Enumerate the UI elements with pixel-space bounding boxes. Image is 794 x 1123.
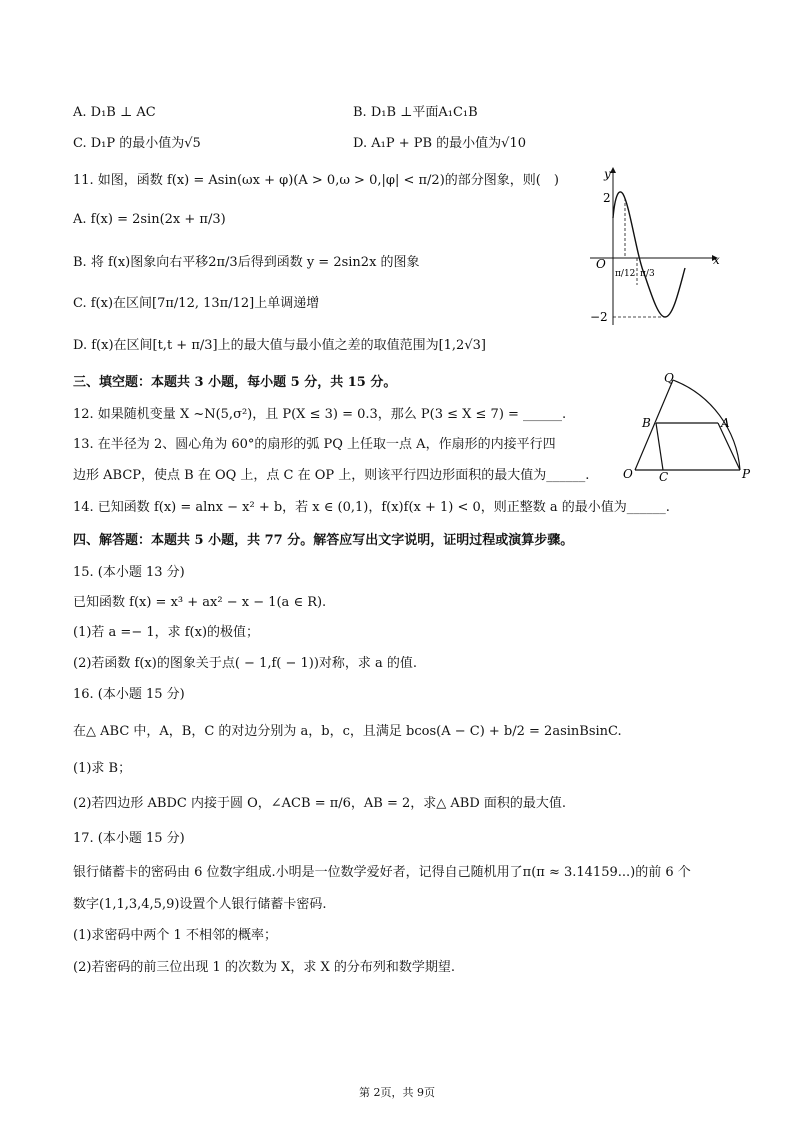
tick1-label: π/12 [615,269,636,279]
q13-line1: 13. 在半径为 2、圆心角为 60°的扇形的弧 PQ 上任取一点 A，作扇形的内接平行四 [73,437,556,452]
y-axis-label: y [604,167,611,181]
q10-option-b: B. D₁B ⊥平面A₁C₁B [353,105,478,120]
q16-head: 16. (本小题 15 分) [73,687,185,702]
min-label: −2 [590,310,608,324]
page-footer: 第 2页，共 9页 [359,1086,435,1099]
q10-option-d: D. A₁P + PB 的最小值为√10 [353,136,526,151]
q15-part2: (2)若函数 f(x)的图象关于点( − 1,f( − 1))对称，求 a 的值. [73,656,418,671]
q16-part1: (1)求 B； [73,761,132,776]
section-3-heading: 三、填空题：本题共 3 小题，每小题 5 分，共 15 分。 [73,375,397,390]
q11-option-b: B. 将 f(x)图象向右平移2π/3后得到函数 y = 2sin2x 的图象 [73,255,420,270]
q16-stem: 在△ ABC 中，A，B，C 的对边分别为 a，b，c，且满足 bcos(A − C) + b/2 = 2asinBsinC. [73,724,622,739]
q11-option-a: A. f(x) = 2sin(2x + π/3) [73,212,226,227]
radius-oq [635,380,673,470]
label-a: A [721,416,730,430]
label-c: C [659,470,669,483]
q16-part2: (2)若四边形 ABDC 内接于圆 O，∠ACB = π/6，AB = 2，求△ ABD 面积的最大值. [73,796,567,811]
q17-part1: (1)求密码中两个 1 不相邻的概率； [73,928,277,943]
sector-arc [673,380,740,470]
sine-graph [585,160,725,330]
sector-figure [618,368,768,483]
label-q: Q [664,371,674,385]
q17-part2: (2)若密码的前三位出现 1 的次数为 X，求 X 的分布列和数学期望. [73,960,455,975]
q17-head: 17. (本小题 15 分) [73,831,185,846]
label-b: B [642,416,651,430]
segment-bc [656,423,663,470]
section-4-heading: 四、解答题：本题共 5 小题，共 77 分。解答应写出文字说明，证明过程或演算步骤。 [73,533,574,548]
q11-stem: 11. 如图，函数 f(x) = Asin(ωx + φ)(A > 0,ω > 0,|φ| < π/2)的部分图象，则( ) [73,173,559,188]
q10-option-a: A. D₁B ⊥ AC [73,105,156,120]
label-o: O [623,467,633,481]
q11-option-d: D. f(x)在区间[t,t + π/3]上的最大值与最小值之差的取值范围为[1,2√3] [73,338,486,353]
q17-line2: 数字(1,1,3,4,5,9)设置个人银行储蓄卡密码. [73,897,327,912]
q15-part1: (1)若 a =− 1，求 f(x)的极值； [73,625,260,640]
q13-line2: 边形 ABCP，使点 B 在 OQ 上，点 C 在 OP 上，则该平行四边形面积的最大值为______. [73,468,590,483]
q15-stem: 已知函数 f(x) = x³ + ax² − x − 1(a ∈ R). [73,595,327,610]
q11-option-c: C. f(x)在区间[7π/12, 13π/12]上单调递增 [73,296,320,311]
tick2-label: π/3 [640,269,655,279]
max-label: 2 [603,191,611,205]
x-axis-label: x [713,253,720,267]
q17-line1: 银行储蓄卡的密码由 6 位数字组成.小明是一位数学爱好者，记得自己随机用了π(π ≈ 3.14159...)的前 6 个 [73,865,691,880]
q12: 12. 如果随机变量 X ~N(5,σ²)，且 P(X ≤ 3) = 0.3，那么 P(3 ≤ X ≤ 7) = ______. [73,407,567,422]
q10-option-c: C. D₁P 的最小值为√5 [73,136,201,151]
sine-curve [613,192,685,317]
q14: 14. 已知函数 f(x) = alnx − x² + b，若 x ∈ (0,1)，f(x)f(x + 1) < 0，则正整数 a 的最小值为______. [73,500,670,515]
origin-label: O [596,257,606,271]
q15-head: 15. (本小题 13 分) [73,565,185,580]
label-p: P [742,467,751,481]
